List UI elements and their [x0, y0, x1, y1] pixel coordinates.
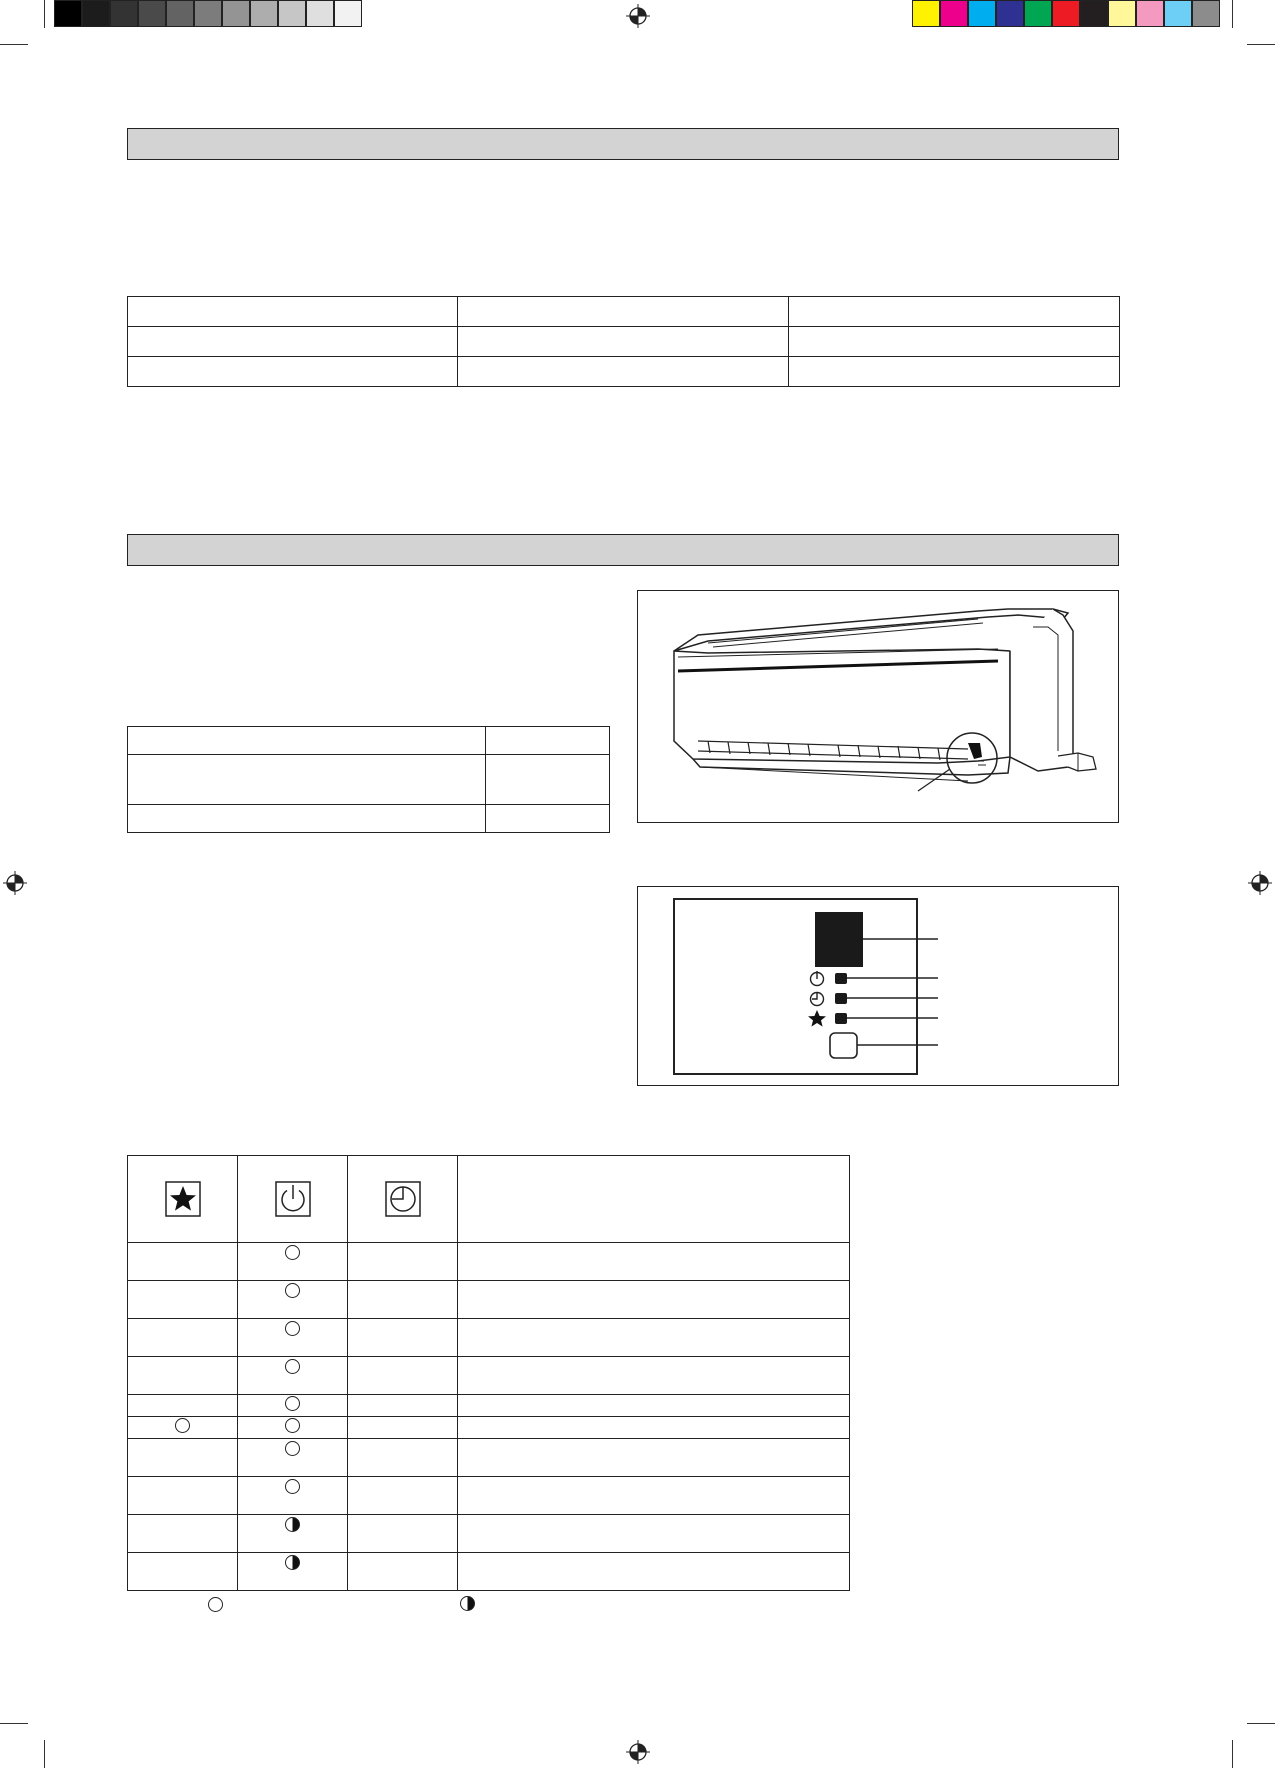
- table-row: [128, 1439, 850, 1477]
- star-icon: [165, 1181, 201, 1217]
- circle-icon: [285, 1396, 300, 1411]
- color-swatch: [1136, 0, 1164, 27]
- table-cell: [789, 357, 1120, 387]
- table-cell: [486, 727, 610, 755]
- circle-icon: [285, 1359, 300, 1374]
- power-icon: [275, 1181, 311, 1217]
- table-cell: [348, 1319, 458, 1357]
- half-circle-icon: [460, 1596, 475, 1611]
- color-swatch: [1024, 0, 1052, 27]
- gray-swatch: [278, 0, 306, 27]
- color-swatch: [1052, 0, 1080, 27]
- table-row: [128, 1515, 850, 1553]
- indicator-table: [127, 726, 610, 833]
- gray-swatch: [138, 0, 166, 27]
- circle-icon: [208, 1597, 223, 1612]
- table-cell: [458, 1395, 850, 1417]
- display-panel-drawing: [638, 887, 1118, 1085]
- gray-swatch: [166, 0, 194, 27]
- table-row: [128, 1357, 850, 1395]
- table-cell: [128, 1395, 238, 1417]
- circle-icon: [285, 1245, 300, 1260]
- table-row: [128, 805, 610, 833]
- table-cell: [128, 1477, 238, 1515]
- status-table: [127, 1155, 850, 1591]
- color-swatch: [996, 0, 1024, 27]
- table-cell: [789, 297, 1120, 327]
- registration-target-icon: [626, 1740, 650, 1764]
- table-cell: [458, 1281, 850, 1319]
- table-cell: [238, 1553, 348, 1591]
- legend: [208, 1597, 488, 1617]
- table-cell: [458, 1357, 850, 1395]
- table-cell: [128, 1439, 238, 1477]
- table-cell: [128, 727, 486, 755]
- header-cell-power: [238, 1156, 348, 1243]
- table-cell: [238, 1243, 348, 1281]
- air-conditioner-unit-drawing: [638, 591, 1118, 822]
- table-cell: [348, 1243, 458, 1281]
- table-cell: [238, 1477, 348, 1515]
- table-cell: [348, 1395, 458, 1417]
- gray-swatch: [54, 0, 82, 27]
- gray-swatch: [194, 0, 222, 27]
- table-cell: [128, 357, 458, 387]
- table-header-row: [128, 1156, 850, 1243]
- color-swatch: [912, 0, 940, 27]
- table-row: [128, 1319, 850, 1357]
- circle-icon: [285, 1283, 300, 1298]
- table-row: [128, 1417, 850, 1439]
- table-cell: [238, 1417, 348, 1439]
- table-row: [128, 755, 610, 805]
- color-swatch: [968, 0, 996, 27]
- table-row: [128, 357, 1120, 387]
- gray-swatch: [334, 0, 362, 27]
- table-cell: [128, 327, 458, 357]
- table-cell: [238, 1357, 348, 1395]
- indoor-unit-figure: [637, 590, 1119, 823]
- table-cell: [128, 1357, 238, 1395]
- circle-icon: [285, 1418, 300, 1433]
- table-cell: [128, 1515, 238, 1553]
- table-cell: [486, 755, 610, 805]
- table-cell: [348, 1357, 458, 1395]
- header-cell-timer: [348, 1156, 458, 1243]
- color-swatch: [1192, 0, 1220, 27]
- table-cell: [128, 805, 486, 833]
- header-cell-star: [128, 1156, 238, 1243]
- color-swatch: [1164, 0, 1192, 27]
- table-cell: [458, 1243, 850, 1281]
- table-cell: [458, 327, 789, 357]
- table-row: [128, 1477, 850, 1515]
- circle-icon: [175, 1418, 190, 1433]
- table-cell: [789, 327, 1120, 357]
- registration-target-icon: [1248, 871, 1272, 895]
- table-cell: [348, 1417, 458, 1439]
- table-cell: [128, 297, 458, 327]
- table-cell: [128, 1243, 238, 1281]
- table-cell: [486, 805, 610, 833]
- table-row: [128, 1243, 850, 1281]
- table-row: [128, 297, 1120, 327]
- color-swatch: [940, 0, 968, 27]
- table-cell: [238, 1281, 348, 1319]
- table-row: [128, 1281, 850, 1319]
- table-row: [128, 1395, 850, 1417]
- table-cell: [238, 1395, 348, 1417]
- registration-target-icon: [3, 871, 27, 895]
- table-cell: [128, 1417, 238, 1439]
- half-circle-icon: [285, 1555, 300, 1570]
- table-cell: [458, 1515, 850, 1553]
- circle-icon: [285, 1321, 300, 1336]
- section-header-bar: [127, 534, 1119, 566]
- table-cell: [128, 1553, 238, 1591]
- table-cell: [458, 1417, 850, 1439]
- half-circle-icon: [285, 1517, 300, 1532]
- table-cell: [348, 1515, 458, 1553]
- table-row: [128, 327, 1120, 357]
- circle-icon: [285, 1479, 300, 1494]
- table-cell: [128, 755, 486, 805]
- table-cell: [458, 1553, 850, 1591]
- table-cell: [128, 1281, 238, 1319]
- table-cell: [458, 357, 789, 387]
- spec-table: [127, 296, 1120, 387]
- table-cell: [348, 1477, 458, 1515]
- display-panel-figure: [637, 886, 1119, 1086]
- table-cell: [348, 1553, 458, 1591]
- table-cell: [238, 1515, 348, 1553]
- section-header-bar: [127, 128, 1119, 160]
- table-cell: [458, 297, 789, 327]
- timer-icon: [385, 1181, 421, 1217]
- table-cell: [458, 1439, 850, 1477]
- table-cell: [238, 1439, 348, 1477]
- table-row: [128, 727, 610, 755]
- table-cell: [458, 1319, 850, 1357]
- gray-swatch: [250, 0, 278, 27]
- table-cell: [238, 1319, 348, 1357]
- gray-swatch: [82, 0, 110, 27]
- color-swatch: [1108, 0, 1136, 27]
- table-cell: [348, 1281, 458, 1319]
- color-swatch: [1080, 0, 1108, 27]
- table-row: [128, 1553, 850, 1591]
- table-cell: [458, 1477, 850, 1515]
- table-cell: [128, 1319, 238, 1357]
- gray-swatch: [110, 0, 138, 27]
- registration-target-icon: [626, 4, 650, 28]
- table-cell: [348, 1439, 458, 1477]
- gray-swatch: [306, 0, 334, 27]
- header-cell-description: [458, 1156, 850, 1243]
- gray-swatch: [222, 0, 250, 27]
- circle-icon: [285, 1441, 300, 1456]
